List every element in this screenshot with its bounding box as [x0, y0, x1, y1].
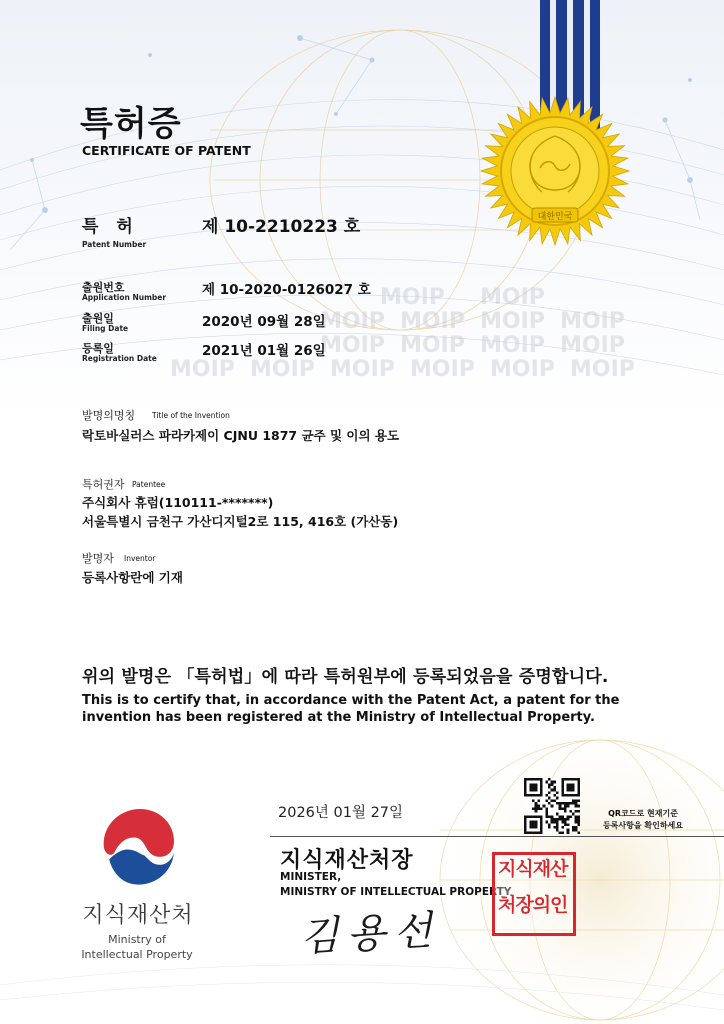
patentee-address: 서울특별시 금천구 가산디지털2로 115, 416호 (가산동) — [82, 514, 399, 529]
divider-line — [270, 836, 724, 837]
seal-line-2: 처장의인 — [498, 894, 568, 916]
issue-date: 2026년 01월 27일 — [278, 805, 404, 821]
minister-title-en-line-1: MINISTER, — [280, 871, 342, 883]
registration-date-label: 등록일 — [82, 342, 114, 355]
svg-text:MOIP: MOIP — [480, 309, 545, 334]
qr-note — [588, 808, 698, 832]
emblem-text: 대한민국 — [537, 212, 573, 222]
inventor-label-en: Inventor — [124, 554, 156, 563]
registration-date-label-en: Registration Date — [82, 354, 157, 363]
patentee-label: 특허권자 — [82, 478, 125, 491]
ministry-logo-text-ko: 지식재산처 — [82, 903, 194, 928]
minister-signature: 김용선 — [299, 907, 442, 961]
ministry-taegeuk-logo — [93, 800, 183, 890]
ministry-logo-en-line-1: Ministry of — [108, 933, 166, 946]
qr-note-line-2: 등록사항을 확인하세요 — [602, 821, 684, 830]
gold-emblem-seal — [480, 96, 630, 246]
svg-text:MOIP: MOIP — [410, 357, 475, 382]
patentee-label-en: Patentee — [132, 480, 166, 489]
svg-text:MOIP: MOIP — [250, 357, 315, 382]
svg-text:MOIP: MOIP — [570, 357, 635, 382]
invention-title-label: 발명의명칭 — [82, 409, 136, 422]
certification-statement-en: This is to certify that, in accordance with the Patent Act, a patent for the invention has been registered at the Ministry of Intellectual Property. — [82, 693, 620, 725]
ministry-logo-en-line-2: Intellectual Property — [81, 948, 193, 961]
filing-date-label: 출원일 — [82, 312, 114, 325]
svg-text:MOIP: MOIP — [490, 357, 555, 382]
application-number: 제 10-2020-0126027 호 — [202, 282, 371, 298]
svg-text:MOIP: MOIP — [560, 309, 625, 334]
invention-title: 락토바실러스 파라카제이 CJNU 1877 균주 및 이의 용도 — [82, 428, 400, 443]
svg-text:MOIP: MOIP — [400, 333, 465, 358]
inventor-label: 발명자 — [82, 552, 114, 565]
patent-label-en: Patent Number — [82, 240, 147, 249]
svg-text:MOIP: MOIP — [400, 309, 465, 334]
certification-statement-ko: 위의 발명은 「특허법」에 따라 특허원부에 등록되었음을 증명합니다. — [82, 667, 609, 687]
minister-title-en-line-2: MINISTRY OF INTELLECTUAL PROPERTY — [280, 886, 512, 898]
qr-code[interactable] — [524, 778, 580, 834]
svg-text:MOIP: MOIP — [480, 285, 545, 310]
qr-note-line-1: QR코드로 현재기준 — [608, 809, 678, 818]
svg-text:MOIP: MOIP — [320, 309, 385, 334]
svg-text:MOIP: MOIP — [560, 333, 625, 358]
watermark-text: MOIP — [380, 285, 445, 310]
patentee-name: 주식회사 휴럼(110111-*******) — [82, 495, 274, 510]
official-red-seal — [492, 852, 576, 936]
invention-title-label-en: Title of the Invention — [152, 411, 230, 420]
patent-label: 특 허 — [82, 217, 139, 237]
certificate-title-en: CERTIFICATE OF PATENT — [82, 143, 251, 158]
seal-line-1: 지식재산 — [498, 858, 568, 880]
filing-date: 2020년 09월 28일 — [202, 314, 326, 330]
application-label-en: Application Number — [82, 293, 167, 302]
svg-text:MOIP: MOIP — [330, 357, 395, 382]
minister-title: 지식재산처장 — [280, 848, 414, 873]
inventor-value: 등록사항란에 기재 — [82, 570, 183, 585]
svg-text:MOIP: MOIP — [320, 333, 385, 358]
svg-text:MOIP: MOIP — [170, 357, 235, 382]
ministry-logo-text-en — [70, 932, 204, 962]
registration-date: 2021년 01월 26일 — [202, 343, 326, 359]
certificate-title: 특허증 — [80, 104, 182, 144]
application-label: 출원번호 — [82, 281, 125, 294]
filing-date-label-en: Filing Date — [82, 324, 129, 333]
patent-number: 제 10-2210223 호 — [202, 217, 361, 237]
svg-text:MOIP: MOIP — [480, 333, 545, 358]
